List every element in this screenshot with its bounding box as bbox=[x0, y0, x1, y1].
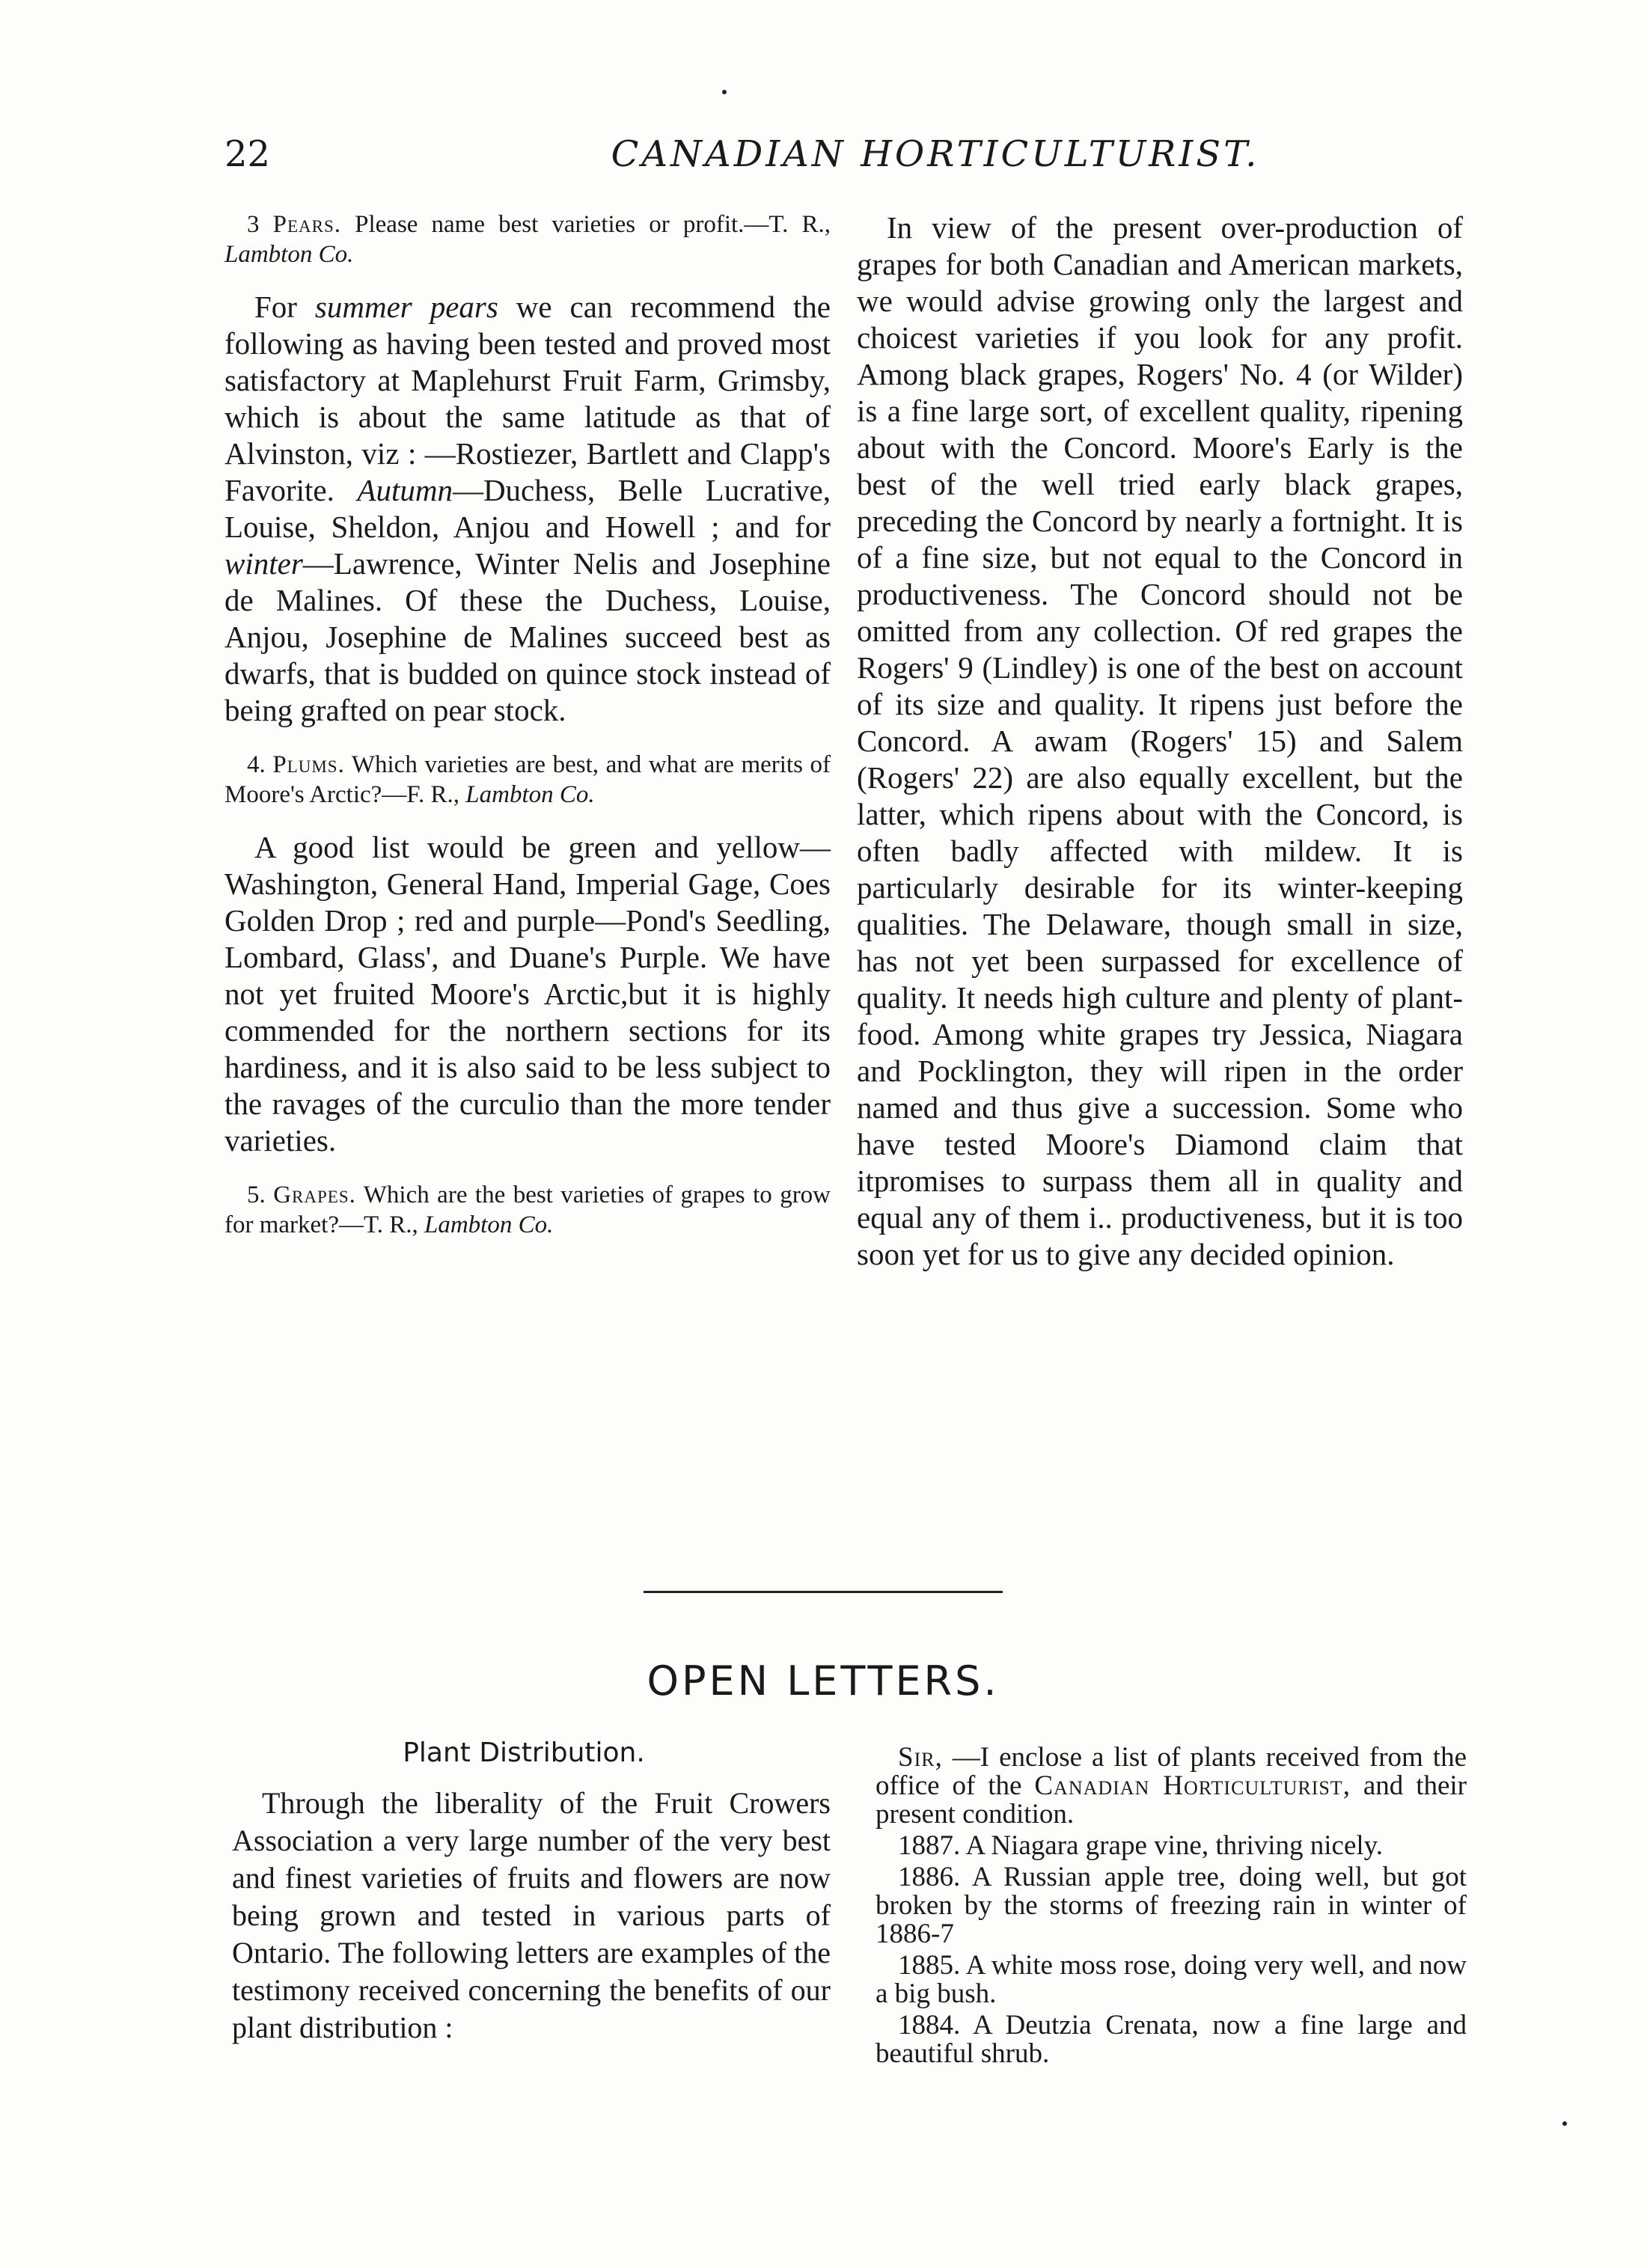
query-signature: Lambton Co. bbox=[224, 241, 354, 268]
answer-emphasis: winter bbox=[224, 546, 303, 581]
answer-text: —Lawrence, Winter Nelis and Josephine de Malines. Of these the Duchess, Louise, Anjou, Josephine de Malines succeed best as dwarfs, that is budded on quince stock instead of being grafted on pear stock. bbox=[224, 546, 831, 727]
answer-grapes: In view of the present over-production of grapes for both Canadian and American markets, we would advise growing only the largest and choicest varieties if you look for any profit. Among black grapes, Rogers' No. 4 (or Wilder) is a fine large sort, of excellent quality, ripening about with the Concord. Moore's Early is the best of the well tried early black grapes, preceding the Concord by nearly a fortnight. It is of a fine size, but not equal to the Concord in productiveness. The Concord should not be omitted from any collection. Of red grapes the Rogers' 9 (Lindley) is one of the best on account of its size and quality. It ripens just before the Concord. A awam (Rogers' 15) and Salem (Rogers' 22) are also equally excellent, but the latter, which ripens about with the Concord, is often badly affected with mildew. It is particularly desirable for its winter-keeping qualities. The Delaware, though small in size, has not yet been surpassed for excellence of quality. It needs high culture and plenty of plant-food. Among white grapes try Jessica, Niagara and Pocklington, they will ripen in the order named and thus give a succession. Some who have tested Moore's Diamond claim that itpromises to surpass them all in quality and equal any of them i.. productiveness, but it is too soon yet for us to give any decided opinion. bbox=[857, 210, 1463, 1271]
letter-subhead: Plant Distribution. bbox=[403, 1737, 645, 1768]
ink-speck bbox=[1562, 2121, 1567, 2126]
letters-intro: Through the liberality of the Fruit Crowers Association a very large number of the very best and finest varieties of fruits and flowers are now being grown and tested in various parts of Ontario. The following letters are examples of the testimony received concerning the benefits of our plant distribution : bbox=[232, 1786, 831, 2044]
query-number: 3 bbox=[247, 211, 260, 238]
letter-item: 1884. A Deutzia Crenata, now a fine large and beautiful shrub. bbox=[876, 2010, 1467, 2069]
ink-speck bbox=[722, 90, 727, 94]
left-column bbox=[224, 210, 831, 1259]
answer-pears bbox=[224, 289, 831, 729]
query-plums bbox=[224, 750, 831, 810]
query-signature: Lambton Co. bbox=[424, 1211, 554, 1238]
query-topic: Grapes. bbox=[273, 1182, 356, 1208]
section-divider bbox=[644, 1591, 1003, 1593]
page-number: 22 bbox=[224, 133, 271, 175]
query-text: Which varieties are best, and what are merits of Moore's Arctic?—F. R., bbox=[224, 751, 831, 808]
letter-salutation: Sir, bbox=[898, 1742, 943, 1773]
query-signature: Lambton Co. bbox=[465, 781, 595, 808]
section-title: OPEN LETTERS. bbox=[647, 1657, 1000, 1705]
query-pears bbox=[224, 210, 831, 269]
answer-emphasis: Autumn bbox=[357, 473, 453, 507]
query-topic: Plums. bbox=[272, 751, 345, 778]
query-topic: Pears. bbox=[272, 211, 342, 238]
letter-opening bbox=[876, 1743, 1467, 1829]
letter-text: and their present condition. bbox=[876, 1770, 1467, 1830]
answer-emphasis: summer pears bbox=[314, 290, 498, 324]
query-number: 5. bbox=[247, 1182, 266, 1208]
letter-item: 1885. A white moss rose, doing very well, and now a big bush. bbox=[876, 1950, 1467, 2009]
page-header bbox=[224, 133, 1459, 186]
running-title: CANADIAN HORTICULTURIST. bbox=[611, 133, 1260, 175]
letter-column bbox=[876, 1743, 1467, 2071]
query-number: 4. bbox=[247, 751, 266, 778]
query-text: Please name best varieties or profit.—T. R., bbox=[355, 211, 831, 238]
answer-plums: A good list would be green and yellow—Washington, General Hand, Imperial Gage, Coes Golden Drop ; red and purple—Pond's Seedling, Lombard, Glass', and Duane's Purple. We have not yet fruited Moore's Arctic,but it is highly commended for the northern sections for its hardiness, and it is also said to be less subject to the ravages of the curculio than the more tender varieties. bbox=[224, 830, 831, 1158]
answer-text: —Duchess, Belle Lucrative, Louise, Sheldon, Anjou and Howell ; and for bbox=[224, 473, 831, 544]
letter-text: —I enclose a list of plants received from the office of the bbox=[876, 1742, 1467, 1801]
answer-text: For bbox=[254, 290, 315, 324]
letter-item: 1887. A Niagara grape vine, thriving nicely. bbox=[898, 1830, 1384, 1861]
answer-text: we can recommend the following as having been tested and proved most satisfactory at Maplehurst Fruit Farm, Grimsby, which is about the same latitude as that of Alvinston, viz : —Rostiezer, Bartlett and Clapp's Favorite. bbox=[224, 290, 831, 507]
right-column bbox=[857, 210, 1463, 1294]
letters-intro-column bbox=[232, 1785, 831, 2047]
letter-publication-name: Canadian Horticulturist, bbox=[1034, 1770, 1351, 1801]
letter-item: 1886. A Russian apple tree, doing well, but got broken by the storms of freezing rain in winter of 1886-7 bbox=[876, 1862, 1467, 1949]
query-grapes bbox=[224, 1180, 831, 1240]
query-text: Which are the best varieties of grapes to grow for market?—T. R., bbox=[224, 1182, 831, 1238]
